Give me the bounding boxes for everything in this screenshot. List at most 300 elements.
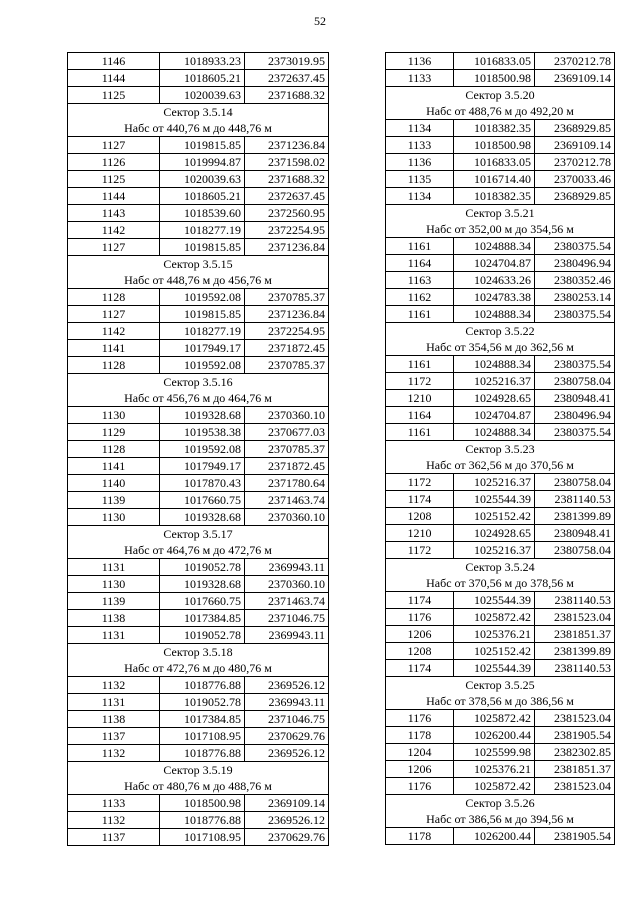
point-number-cell: 1161 [386,238,454,255]
sector-range: Набс от 354,56 м до 362,56 м [386,339,615,356]
point-number-cell: 1128 [68,289,160,306]
sector-range-row [386,575,615,592]
coordinate-row [386,828,615,845]
x-coordinate-cell: 1025544.39 [454,491,535,508]
sector-range: Набс от 456,76 м до 464,76 м [68,390,329,407]
point-number-cell: 1164 [386,255,454,272]
point-number-cell: 1174 [386,491,454,508]
x-coordinate-cell: 1018776.88 [160,745,245,762]
y-coordinate-cell: 2370212.78 [535,53,615,70]
x-coordinate-cell: 1026200.44 [454,727,535,744]
point-number-cell: 1146 [68,53,160,70]
y-coordinate-cell: 2371598.02 [245,154,329,171]
sector-header-row [68,762,329,779]
point-number-cell: 1206 [386,626,454,643]
coordinate-row [386,626,615,643]
coordinate-row [68,610,329,627]
sector-range-row [386,693,615,710]
x-coordinate-cell: 1025152.42 [454,643,535,660]
y-coordinate-cell: 2381905.54 [535,727,615,744]
x-coordinate-cell: 1025544.39 [454,592,535,609]
y-coordinate-cell: 2380496.94 [535,407,615,424]
right-coordinates-table [385,52,615,845]
y-coordinate-cell: 2369109.14 [535,70,615,87]
y-coordinate-cell: 2381851.37 [535,761,615,778]
y-coordinate-cell: 2370629.76 [245,829,329,846]
y-coordinate-cell: 2380948.41 [535,390,615,407]
coordinate-row [68,222,329,239]
y-coordinate-cell: 2371688.32 [245,171,329,188]
x-coordinate-cell: 1018539.60 [160,205,245,222]
x-coordinate-cell: 1017870.43 [160,475,245,492]
y-coordinate-cell: 2371688.32 [245,87,329,104]
sector-range: Набс от 440,76 м до 448,76 м [68,120,329,137]
coordinate-row [386,171,615,188]
x-coordinate-cell: 1025599.98 [454,744,535,761]
coordinate-row [386,137,615,154]
point-number-cell: 1206 [386,761,454,778]
point-number-cell: 1140 [68,475,160,492]
sector-range-row [386,339,615,356]
point-number-cell: 1142 [68,222,160,239]
coordinate-row [68,812,329,829]
coordinate-row [386,542,615,559]
sector-range: Набс от 386,56 м до 394,56 м [386,811,615,828]
coordinate-row [68,593,329,610]
y-coordinate-cell: 2380758.04 [535,474,615,491]
coordinate-row [386,120,615,137]
y-coordinate-cell: 2369526.12 [245,812,329,829]
x-coordinate-cell: 1016833.05 [454,53,535,70]
x-coordinate-cell: 1017384.85 [160,711,245,728]
sector-range-row [386,221,615,238]
point-number-cell: 1132 [68,812,160,829]
sector-title: Сектор 3.5.15 [68,256,329,273]
sector-range-row [68,778,329,795]
sector-header-row [386,795,615,812]
sector-title: Сектор 3.5.18 [68,644,329,661]
point-number-cell: 1208 [386,508,454,525]
x-coordinate-cell: 1019538.38 [160,424,245,441]
point-number-cell: 1138 [68,610,160,627]
point-number-cell: 1174 [386,660,454,677]
y-coordinate-cell: 2372254.95 [245,323,329,340]
y-coordinate-cell: 2382302.85 [535,744,615,761]
x-coordinate-cell: 1024783.38 [454,289,535,306]
y-coordinate-cell: 2371046.75 [245,711,329,728]
coordinate-row [386,744,615,761]
sector-range: Набс от 378,56 м до 386,56 м [386,693,615,710]
coordinate-row [386,306,615,323]
y-coordinate-cell: 2372560.95 [245,205,329,222]
point-number-cell: 1161 [386,424,454,441]
x-coordinate-cell: 1018277.19 [160,323,245,340]
y-coordinate-cell: 2369943.11 [245,694,329,711]
sector-title: Сектор 3.5.19 [68,762,329,779]
y-coordinate-cell: 2371872.45 [245,458,329,475]
point-number-cell: 1125 [68,171,160,188]
y-coordinate-cell: 2381140.53 [535,660,615,677]
coordinate-row [386,609,615,626]
coordinate-row [386,525,615,542]
coordinate-row [68,711,329,728]
sector-header-row [68,374,329,391]
sector-title: Сектор 3.5.25 [386,677,615,694]
sector-title: Сектор 3.5.26 [386,795,615,812]
sector-header-row [68,256,329,273]
x-coordinate-cell: 1025872.42 [454,778,535,795]
coordinate-row [68,239,329,256]
point-number-cell: 1134 [386,188,454,205]
x-coordinate-cell: 1018776.88 [160,677,245,694]
x-coordinate-cell: 1024888.34 [454,356,535,373]
x-coordinate-cell: 1018776.88 [160,812,245,829]
coordinate-row [68,340,329,357]
x-coordinate-cell: 1017108.95 [160,829,245,846]
coordinate-row [386,761,615,778]
sector-range: Набс от 464,76 м до 472,76 м [68,542,329,559]
x-coordinate-cell: 1024704.87 [454,255,535,272]
coordinate-row [386,660,615,677]
coordinate-row [68,306,329,323]
coordinate-row [68,171,329,188]
coordinate-row [68,154,329,171]
coordinate-row [386,154,615,171]
point-number-cell: 1137 [68,728,160,745]
sector-range-row [68,660,329,677]
point-number-cell: 1172 [386,474,454,491]
x-coordinate-cell: 1024704.87 [454,407,535,424]
y-coordinate-cell: 2372254.95 [245,222,329,239]
y-coordinate-cell: 2370629.76 [245,728,329,745]
point-number-cell: 1204 [386,744,454,761]
point-number-cell: 1134 [386,120,454,137]
coordinate-row [68,694,329,711]
coordinate-row [386,592,615,609]
x-coordinate-cell: 1017660.75 [160,492,245,509]
sector-range: Набс от 352,00 м до 354,56 м [386,221,615,238]
sector-range-row [386,103,615,120]
point-number-cell: 1128 [68,441,160,458]
x-coordinate-cell: 1025216.37 [454,373,535,390]
point-number-cell: 1141 [68,340,160,357]
x-coordinate-cell: 1019994.87 [160,154,245,171]
x-coordinate-cell: 1024633.26 [454,272,535,289]
y-coordinate-cell: 2381140.53 [535,592,615,609]
x-coordinate-cell: 1017949.17 [160,458,245,475]
x-coordinate-cell: 1019052.78 [160,627,245,644]
sector-header-row [68,644,329,661]
point-number-cell: 1178 [386,828,454,845]
x-coordinate-cell: 1017660.75 [160,593,245,610]
y-coordinate-cell: 2380948.41 [535,525,615,542]
x-coordinate-cell: 1019592.08 [160,289,245,306]
coordinate-row [68,677,329,694]
point-number-cell: 1161 [386,306,454,323]
coordinate-row [68,559,329,576]
x-coordinate-cell: 1024888.34 [454,238,535,255]
point-number-cell: 1132 [68,745,160,762]
sector-title: Сектор 3.5.23 [386,441,615,458]
point-number-cell: 1176 [386,778,454,795]
x-coordinate-cell: 1025152.42 [454,508,535,525]
y-coordinate-cell: 2370785.37 [245,357,329,374]
sector-title: Сектор 3.5.14 [68,104,329,121]
point-number-cell: 1208 [386,643,454,660]
coordinate-row [386,289,615,306]
point-number-cell: 1136 [386,154,454,171]
sector-title: Сектор 3.5.16 [68,374,329,391]
point-number-cell: 1133 [68,795,160,812]
point-number-cell: 1128 [68,357,160,374]
point-number-cell: 1137 [68,829,160,846]
coordinate-row [386,188,615,205]
sector-range-row [68,120,329,137]
coordinate-row [68,424,329,441]
point-number-cell: 1135 [386,171,454,188]
y-coordinate-cell: 2381851.37 [535,626,615,643]
y-coordinate-cell: 2371780.64 [245,475,329,492]
coordinate-row [386,373,615,390]
y-coordinate-cell: 2369943.11 [245,627,329,644]
sector-range: Набс от 480,76 м до 488,76 м [68,778,329,795]
y-coordinate-cell: 2380496.94 [535,255,615,272]
coordinate-row [68,407,329,424]
coordinate-row [68,795,329,812]
x-coordinate-cell: 1025872.42 [454,710,535,727]
y-coordinate-cell: 2370785.37 [245,289,329,306]
y-coordinate-cell: 2381523.04 [535,778,615,795]
x-coordinate-cell: 1019592.08 [160,441,245,458]
coordinate-row [386,491,615,508]
coordinate-row [386,356,615,373]
coordinate-row [386,727,615,744]
sector-header-row [386,441,615,458]
x-coordinate-cell: 1019815.85 [160,239,245,256]
y-coordinate-cell: 2371236.84 [245,239,329,256]
coordinate-row [386,407,615,424]
x-coordinate-cell: 1019815.85 [160,306,245,323]
point-number-cell: 1131 [68,559,160,576]
point-number-cell: 1210 [386,390,454,407]
y-coordinate-cell: 2370785.37 [245,441,329,458]
x-coordinate-cell: 1019328.68 [160,576,245,593]
y-coordinate-cell: 2371236.84 [245,306,329,323]
coordinate-row [68,188,329,205]
coordinate-row [68,745,329,762]
point-number-cell: 1176 [386,609,454,626]
point-number-cell: 1141 [68,458,160,475]
sector-range: Набс от 448,76 м до 456,76 м [68,272,329,289]
x-coordinate-cell: 1025216.37 [454,474,535,491]
sector-header-row [386,87,615,104]
coordinate-row [68,627,329,644]
coordinate-row [68,441,329,458]
sector-range-row [68,272,329,289]
y-coordinate-cell: 2370360.10 [245,576,329,593]
coordinate-row [68,87,329,104]
y-coordinate-cell: 2381905.54 [535,828,615,845]
y-coordinate-cell: 2372637.45 [245,70,329,87]
point-number-cell: 1127 [68,239,160,256]
point-number-cell: 1133 [386,137,454,154]
y-coordinate-cell: 2381523.04 [535,609,615,626]
x-coordinate-cell: 1017949.17 [160,340,245,357]
point-number-cell: 1130 [68,407,160,424]
sector-title: Сектор 3.5.20 [386,87,615,104]
x-coordinate-cell: 1024888.34 [454,424,535,441]
x-coordinate-cell: 1025872.42 [454,609,535,626]
sector-header-row [68,104,329,121]
y-coordinate-cell: 2372637.45 [245,188,329,205]
sector-range-row [386,457,615,474]
y-coordinate-cell: 2380375.54 [535,238,615,255]
y-coordinate-cell: 2371463.74 [245,492,329,509]
sector-header-row [386,677,615,694]
coordinate-row [386,474,615,491]
point-number-cell: 1131 [68,694,160,711]
point-number-cell: 1174 [386,592,454,609]
coordinate-row [386,53,615,70]
y-coordinate-cell: 2371872.45 [245,340,329,357]
x-coordinate-cell: 1025544.39 [454,660,535,677]
sector-header-row [386,205,615,222]
point-number-cell: 1178 [386,727,454,744]
point-number-cell: 1142 [68,323,160,340]
x-coordinate-cell: 1016833.05 [454,154,535,171]
point-number-cell: 1127 [68,137,160,154]
y-coordinate-cell: 2380375.54 [535,356,615,373]
point-number-cell: 1130 [68,576,160,593]
point-number-cell: 1131 [68,627,160,644]
coordinate-row [386,778,615,795]
coordinate-row [386,70,615,87]
point-number-cell: 1126 [68,154,160,171]
x-coordinate-cell: 1016714.40 [454,171,535,188]
point-number-cell: 1162 [386,289,454,306]
y-coordinate-cell: 2370033.46 [535,171,615,188]
x-coordinate-cell: 1017384.85 [160,610,245,627]
y-coordinate-cell: 2369526.12 [245,745,329,762]
x-coordinate-cell: 1018500.98 [160,795,245,812]
sector-range-row [68,390,329,407]
coordinate-row [68,458,329,475]
y-coordinate-cell: 2380352.46 [535,272,615,289]
x-coordinate-cell: 1018382.35 [454,188,535,205]
point-number-cell: 1172 [386,542,454,559]
left-coordinates-table [67,52,329,846]
point-number-cell: 1176 [386,710,454,727]
sector-range: Набс от 488,76 м до 492,20 м [386,103,615,120]
y-coordinate-cell: 2380758.04 [535,373,615,390]
coordinate-row [386,508,615,525]
x-coordinate-cell: 1018605.21 [160,70,245,87]
coordinate-row [68,576,329,593]
y-coordinate-cell: 2369109.14 [535,137,615,154]
y-coordinate-cell: 2380758.04 [535,542,615,559]
coordinate-row [386,255,615,272]
sector-range-row [386,811,615,828]
coordinate-row [386,643,615,660]
coordinate-row [386,390,615,407]
coordinate-row [386,710,615,727]
point-number-cell: 1172 [386,373,454,390]
y-coordinate-cell: 2381523.04 [535,710,615,727]
coordinate-row [68,70,329,87]
y-coordinate-cell: 2368929.85 [535,120,615,137]
coordinate-row [68,492,329,509]
sector-title: Сектор 3.5.22 [386,323,615,340]
coordinate-row [68,475,329,492]
point-number-cell: 1125 [68,87,160,104]
y-coordinate-cell: 2381399.89 [535,508,615,525]
y-coordinate-cell: 2373019.95 [245,53,329,70]
coordinate-row [386,238,615,255]
y-coordinate-cell: 2369943.11 [245,559,329,576]
coordinate-row [68,829,329,846]
x-coordinate-cell: 1018277.19 [160,222,245,239]
y-coordinate-cell: 2380375.54 [535,424,615,441]
coordinate-row [386,272,615,289]
x-coordinate-cell: 1018500.98 [454,137,535,154]
coordinate-row [68,137,329,154]
point-number-cell: 1139 [68,593,160,610]
x-coordinate-cell: 1019328.68 [160,407,245,424]
coordinate-row [68,357,329,374]
point-number-cell: 1144 [68,70,160,87]
coordinate-row [68,53,329,70]
sector-range: Набс от 362,56 м до 370,56 м [386,457,615,474]
x-coordinate-cell: 1024888.34 [454,306,535,323]
x-coordinate-cell: 1025216.37 [454,542,535,559]
point-number-cell: 1161 [386,356,454,373]
x-coordinate-cell: 1025376.21 [454,761,535,778]
point-number-cell: 1132 [68,677,160,694]
x-coordinate-cell: 1019052.78 [160,559,245,576]
y-coordinate-cell: 2371046.75 [245,610,329,627]
coordinate-row [68,205,329,222]
y-coordinate-cell: 2368929.85 [535,188,615,205]
y-coordinate-cell: 2370212.78 [535,154,615,171]
sector-header-row [386,559,615,576]
point-number-cell: 1138 [68,711,160,728]
x-coordinate-cell: 1018933.23 [160,53,245,70]
point-number-cell: 1127 [68,306,160,323]
point-number-cell: 1139 [68,492,160,509]
x-coordinate-cell: 1024928.65 [454,525,535,542]
y-coordinate-cell: 2380375.54 [535,306,615,323]
y-coordinate-cell: 2369526.12 [245,677,329,694]
y-coordinate-cell: 2371463.74 [245,593,329,610]
y-coordinate-cell: 2380253.14 [535,289,615,306]
x-coordinate-cell: 1019815.85 [160,137,245,154]
point-number-cell: 1129 [68,424,160,441]
x-coordinate-cell: 1018605.21 [160,188,245,205]
x-coordinate-cell: 1018382.35 [454,120,535,137]
point-number-cell: 1163 [386,272,454,289]
y-coordinate-cell: 2370360.10 [245,407,329,424]
coordinate-row [68,289,329,306]
sector-header-row [386,323,615,340]
y-coordinate-cell: 2371236.84 [245,137,329,154]
x-coordinate-cell: 1019592.08 [160,357,245,374]
x-coordinate-cell: 1026200.44 [454,828,535,845]
point-number-cell: 1136 [386,53,454,70]
point-number-cell: 1144 [68,188,160,205]
point-number-cell: 1164 [386,407,454,424]
point-number-cell: 1130 [68,509,160,526]
coordinate-row [68,323,329,340]
